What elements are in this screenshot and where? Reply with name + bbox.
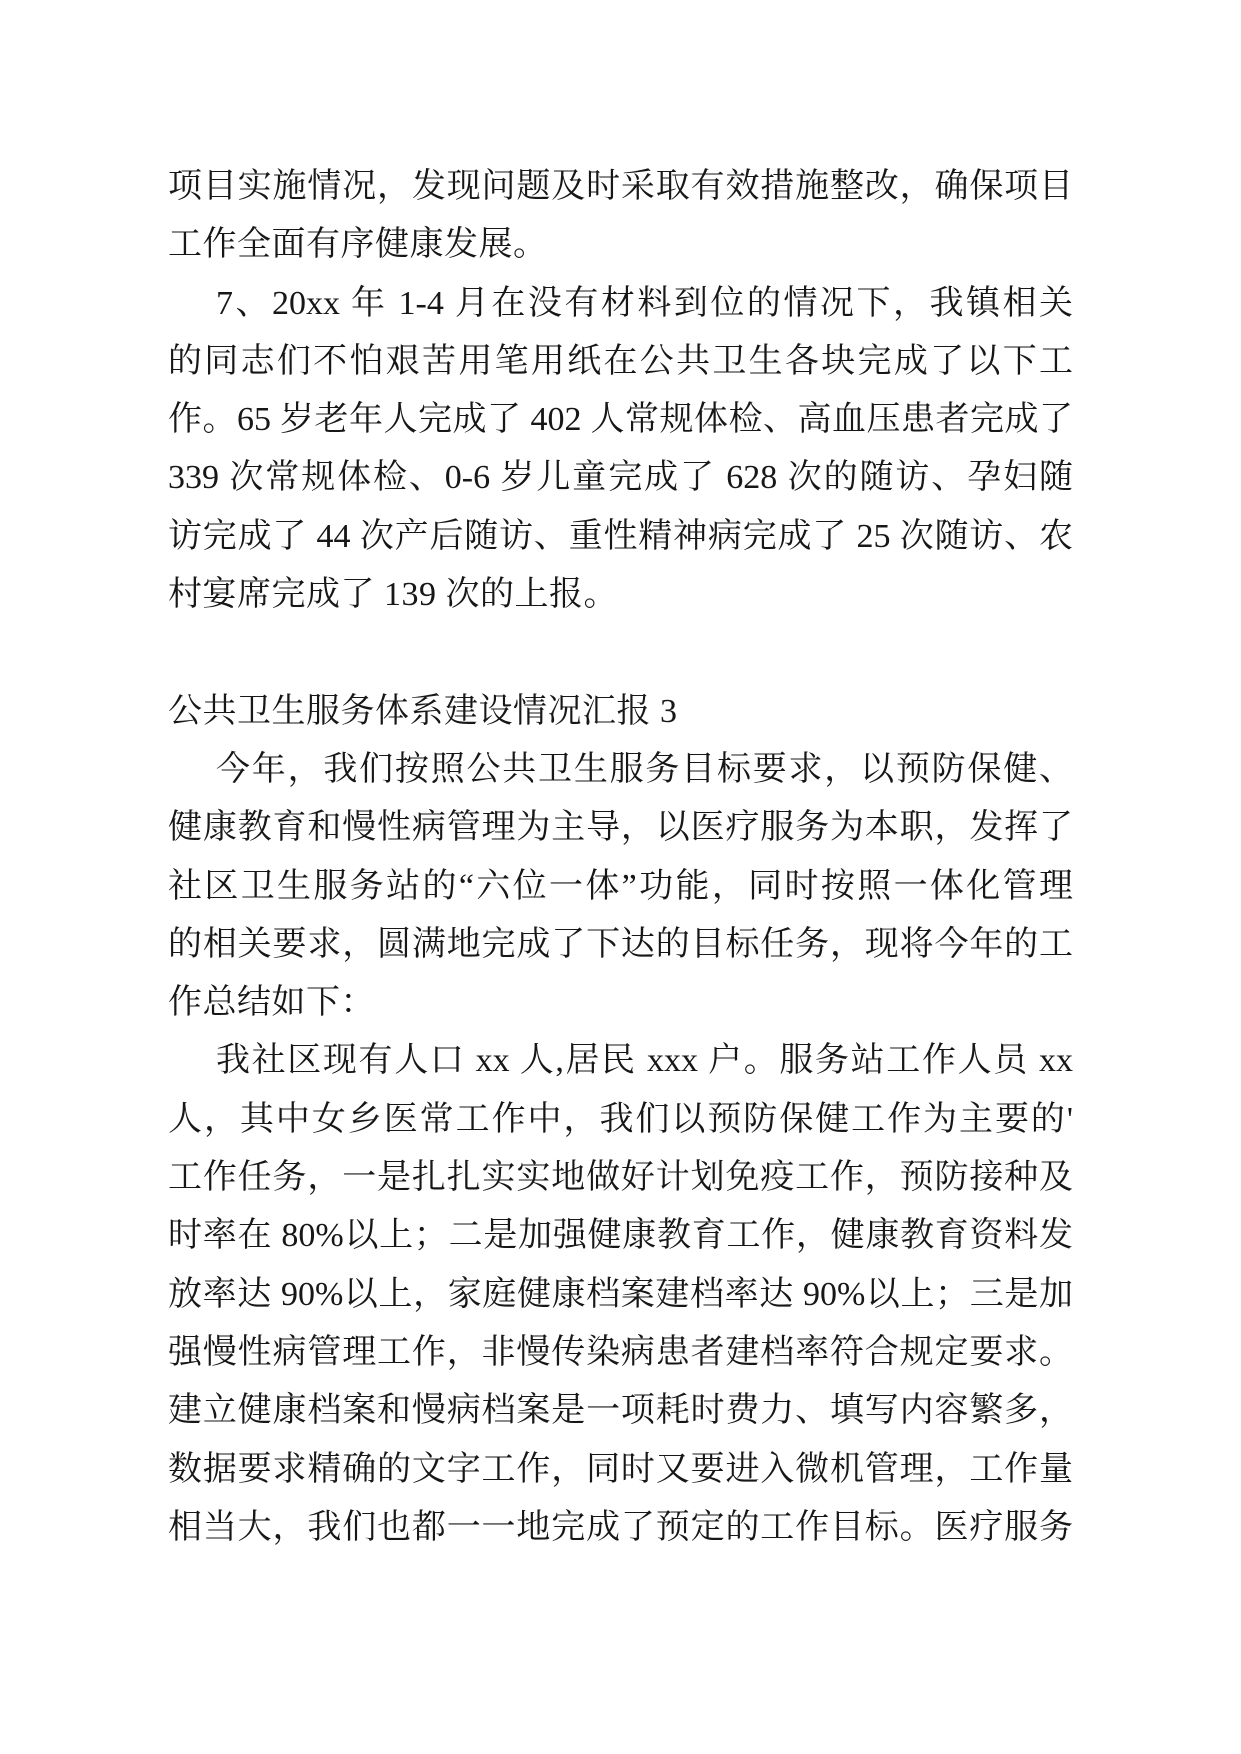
text-line: 7、20xx 年 1-4 月在没有材料到位的情况下，我镇相关 — [216, 284, 1073, 322]
text-line: 放率达 90%以上，家庭健康档案建档率达 90%以上；三是加 — [168, 1275, 1073, 1313]
text-line: 的相关要求，圆满地完成了下达的目标任务，现将今年的工 — [168, 925, 1073, 963]
text-line: 数据要求精确的文字工作，同时又要进入微机管理，工作量 — [168, 1450, 1073, 1488]
text-line: 社区卫生服务站的“六位一体”功能，同时按照一体化管理 — [168, 867, 1073, 905]
text-line: 工作全面有序健康发展。 — [168, 226, 548, 264]
text-line: 相当大，我们也都一一地完成了预定的工作目标。医疗服务 — [168, 1508, 1073, 1546]
text-line: 强慢性病管理工作，非慢传染病患者建档率符合规定要求。 — [168, 1333, 1073, 1371]
text-line: 我社区现有人口 xx 人,居民 xxx 户。服务站工作人员 xx — [216, 1042, 1073, 1080]
text-line: 作总结如下： — [168, 984, 375, 1022]
paragraph-gap — [168, 624, 1073, 682]
text-line: 项目实施情况，发现问题及时采取有效措施整改，确保项目 — [168, 168, 1073, 205]
text-line: 村宴席完成了 139 次的上报。 — [168, 576, 618, 614]
document-content — [168, 158, 1073, 1557]
text-line: 339 次常规体检、0-6 岁儿童完成了 628 次的随访、孕妇随 — [168, 459, 1073, 497]
text-line: 工作任务，一是扎扎实实地做好计划免疫工作，预防接种及 — [168, 1159, 1073, 1197]
text-line: 作。65 岁老年人完成了 402 人常规体检、高血压患者完成了 — [168, 401, 1073, 439]
text-line: 今年，我们按照公共卫生服务目标要求，以预防保健、 — [216, 750, 1073, 788]
text-line: 人，其中女乡医常工作中，我们以预防保健工作为主要的' — [168, 1100, 1073, 1138]
text-line: 访完成了 44 次产后随访、重性精神病完成了 25 次随访、农 — [168, 517, 1073, 555]
text-line: 时率在 80%以上；二是加强健康教育工作，健康教育资料发 — [168, 1217, 1073, 1255]
text-line: 健康教育和慢性病管理为主导，以医疗服务为本职，发挥了 — [168, 809, 1073, 847]
text-line: 的同志们不怕艰苦用笔用纸在公共卫生各块完成了以下工 — [168, 342, 1073, 380]
text-line: 建立健康档案和慢病档案是一项耗时费力、填写内容繁多， — [168, 1392, 1073, 1430]
section-heading: 公共卫生服务体系建设情况汇报 3 — [168, 692, 678, 730]
